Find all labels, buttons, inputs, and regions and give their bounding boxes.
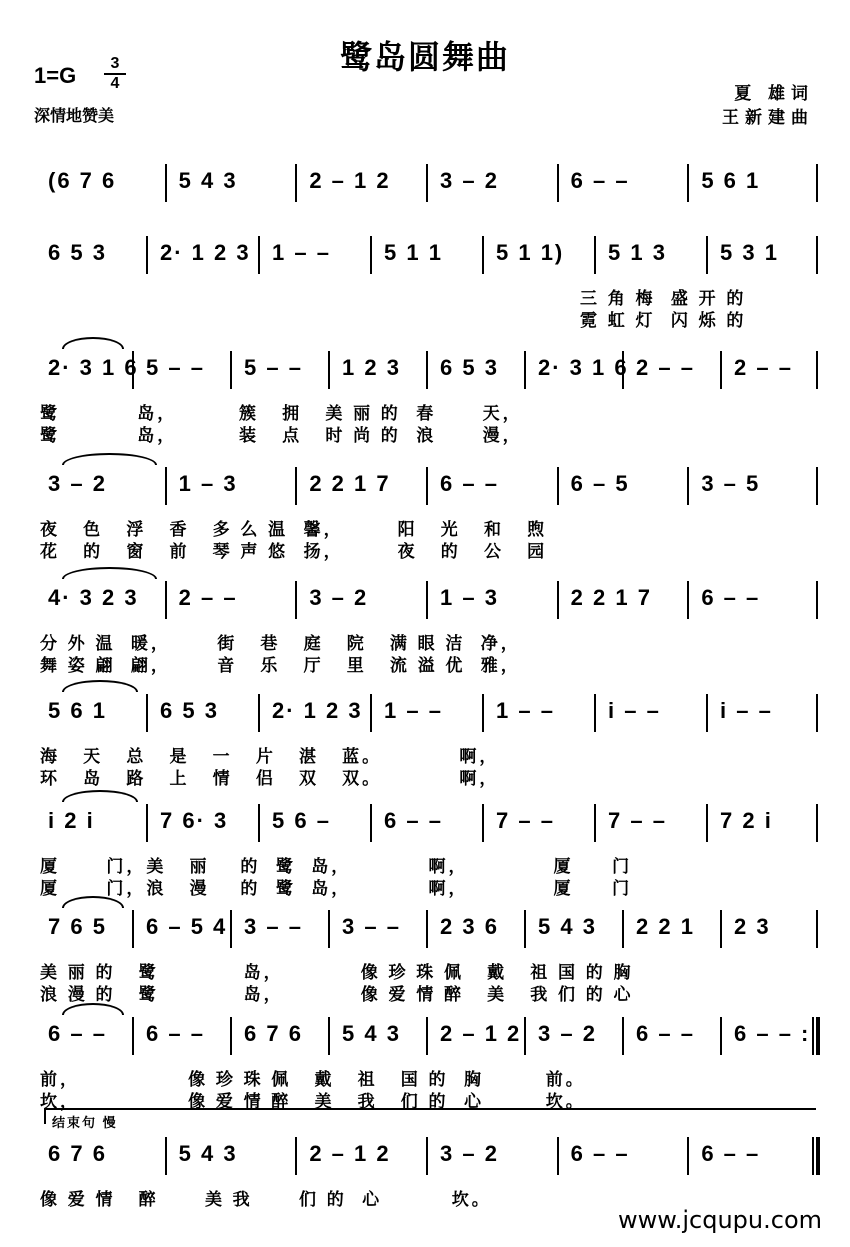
bar-line [328,910,330,948]
lyric-verse-1: 厦 门，美 丽 的 鹭 岛， 啊， 厦 门 [40,857,633,876]
measure: (6 7 6 [48,168,117,193]
bar-line [426,910,428,948]
measure: 6 5 3 [160,698,219,723]
measure: 3 – 2 [48,471,107,496]
measure: 5 6 1 [48,698,107,723]
measure: 5 1 1) [496,240,565,265]
bar-line [557,581,559,619]
bar-line [706,236,708,274]
lyric-verse-2: 花 的 窗 前 琴 声 悠 扬， 夜 的 公 园 [40,542,548,561]
song-title: 鹭岛圆舞曲 [339,39,510,75]
bar-line [720,910,722,948]
measure: 1 – – [272,240,331,265]
bar-line [557,1137,559,1175]
lyric-verse-1: 海 天 总 是 一 片 湛 蓝。 啊， [40,747,500,766]
measure: 2 2 1 7 [309,471,391,496]
bar-line [482,804,484,842]
measure: 1 – 3 [178,471,238,496]
time-denominator: 4 [110,75,120,92]
final-bar [816,1017,820,1055]
bar-line [816,236,818,274]
bar-line [295,164,297,202]
bar-line [426,164,428,202]
bar-line [146,236,148,274]
bar-line [132,1017,134,1055]
bar-line [370,236,372,274]
measure: 3 – 2 [309,585,369,610]
bar-line [295,1137,297,1175]
measure: 1 – 3 [440,585,499,610]
measure: 1 – – [384,698,443,723]
score-line-8 [34,906,818,948]
score-line-4 [34,463,818,505]
measure: 2· 3 1 6 [48,355,139,380]
measure: 2· 1 2 3 [272,698,363,723]
measure: 5 1 3 [608,240,667,265]
measure: i – – [608,698,661,723]
bar-line [720,351,722,389]
bar-line [816,910,818,948]
measure: 2 2 1 [636,914,695,939]
bar-line [482,236,484,274]
bar-line [230,910,232,948]
measure: 2 2 1 7 [570,585,652,610]
measure: 6 – – : [734,1021,811,1046]
bar-line [295,467,297,505]
measure: 6 – – [48,1021,107,1046]
measure: 7 – – [496,808,555,833]
measure: 3 – – [244,914,303,939]
ending-label: 结束句 慢 [52,1115,118,1130]
bar-line [687,467,689,505]
measure: 6 – 5 4 [146,914,228,939]
bar-line [816,694,818,732]
measure: 2 3 [734,914,771,939]
bar-line [230,351,232,389]
bar-line [557,164,559,202]
bar-line [816,804,818,842]
lyric-verse-1: 像 爱 情 醉 美 我 们 的 心 坎。 [40,1190,492,1209]
measure: 4· 3 2 3 [48,585,139,610]
final-bar [816,1137,820,1175]
bar-line [328,1017,330,1055]
measure: 5 4 3 [178,168,238,193]
bar-line [524,351,526,389]
measure: 5 4 3 [342,1021,401,1046]
bar-line [328,351,330,389]
bar-line [524,1017,526,1055]
bar-line [426,1137,428,1175]
measure: 2 – – [178,585,238,610]
measure: 3 – – [342,914,401,939]
time-signature [104,56,126,92]
bar-line [622,351,624,389]
lyric-verse-2: 环 岛 路 上 情 侣 双 双。 啊， [40,769,500,788]
bar-line [165,581,167,619]
measure: 2 3 6 [440,914,499,939]
bar-line [720,1017,722,1055]
measure: 3 – 2 [538,1021,597,1046]
lyric-verse-2: 鹭 岛， 装 点 时 尚 的 浪 漫， [40,426,523,445]
measure: 7 6 5 [48,914,107,939]
lyric-verse-2: 舞 姿 翩 翩， 音 乐 厅 里 流 溢 优 雅， [40,656,521,675]
measure: 6 7 6 [244,1021,303,1046]
slur [62,453,157,465]
lyric-verse-2: 霓 虹 灯 闪 烁 的 [580,311,747,330]
bar-line [706,804,708,842]
ending-bracket [44,1108,816,1124]
measure: 1 – – [496,698,555,723]
bar-line [816,351,818,389]
lyric-verse-1: 分 外 温 暖， 街 巷 庭 院 满 眼 洁 净， [40,634,521,653]
lyricist-credit: 夏 雄词 [734,84,814,103]
measure: 7 6· 3 [160,808,229,833]
bar-line [482,694,484,732]
watermark-url: www.jcqupu.com [618,1206,822,1234]
score-line-3 [34,347,818,389]
measure: 6 5 3 [48,240,107,265]
score-line-9 [34,1013,818,1055]
measure: 6 – 5 [570,471,630,496]
bar-line [622,1017,624,1055]
measure: 2 – 1 2 [309,1141,391,1166]
measure: 6 – – [570,168,630,193]
measure: 2 – 1 2 [309,168,391,193]
measure: 5 4 3 [178,1141,238,1166]
lyric-verse-1: 美 丽 的 鹭 岛， 像 珍 珠 佩 戴 祖 国 的 胸 [40,963,634,982]
composer-credit: 王新建曲 [722,108,814,127]
bar-line [594,804,596,842]
bar-line [706,694,708,732]
slur [62,337,124,349]
measure: 7 2 i [720,808,773,833]
bar-line [594,236,596,274]
measure: 6 – – [636,1021,695,1046]
measure: 2 – – [734,355,793,380]
measure: 5 6 1 [701,168,761,193]
bar-line [812,1137,814,1175]
score-line-1 [34,160,818,202]
bar-line [132,910,134,948]
measure: 5 1 1 [384,240,443,265]
score-line-6 [34,690,818,732]
measure: 6 – – [570,1141,630,1166]
lyric-verse-1: 夜 色 浮 香 多 么 温 馨， 阳 光 和 煦 [40,520,548,539]
bar-line [524,910,526,948]
bar-line [594,694,596,732]
bar-line [370,694,372,732]
measure: 5 6 – [272,808,331,833]
lyric-verse-2: 厦 门，浪 漫 的 鹭 岛， 啊， 厦 门 [40,879,633,898]
measure: 2· 1 2 3 [160,240,251,265]
lyric-verse-1: 三 角 梅 盛 开 的 [580,289,747,308]
bar-line [165,164,167,202]
slur [62,790,138,802]
bar-line [146,694,148,732]
measure: 3 – 5 [701,471,761,496]
bar-line [816,581,818,619]
bar-line [687,581,689,619]
measure: 7 – – [608,808,667,833]
bar-line [816,467,818,505]
measure: i 2 i [48,808,95,833]
bar-line [165,467,167,505]
measure: 6 – – [384,808,443,833]
bar-line [426,351,428,389]
measure: 2 – 1 2 [440,1021,522,1046]
measure: 6 – – [701,1141,761,1166]
bar-line [816,164,818,202]
measure: 2· 3 1 6 [538,355,629,380]
slur [62,567,157,579]
measure: 3 – 2 [440,1141,499,1166]
score-line-10 [34,1133,818,1175]
lyric-verse-1: 鹭 岛， 簇 拥 美 丽 的 春 天， [40,404,523,423]
bar-line [258,694,260,732]
lyric-verse-1: 前， 像 珍 珠 佩 戴 祖 国 的 胸 前。 [40,1070,586,1089]
bar-line [258,236,260,274]
tempo-marking: 深情地赞美 [34,108,115,125]
measure: 1 2 3 [342,355,401,380]
bar-line [295,581,297,619]
bar-line [622,910,624,948]
bar-line [426,467,428,505]
measure: 5 3 1 [720,240,779,265]
bar-line [687,164,689,202]
bar-line [258,804,260,842]
measure: 6 7 6 [48,1141,107,1166]
lyric-verse-2: 浪 漫 的 鹭 岛， 像 爱 情 醉 美 我 们 的 心 [40,985,634,1004]
measure: i – – [720,698,773,723]
bar-line [165,1137,167,1175]
measure: 5 4 3 [538,914,597,939]
score-line-2 [34,232,818,274]
measure: 6 5 3 [440,355,499,380]
measure: 3 – 2 [440,168,499,193]
bar-line [132,351,134,389]
score-line-7 [34,800,818,842]
measure: 6 – – [146,1021,205,1046]
bar-line [370,804,372,842]
measure: 2 – – [636,355,695,380]
time-numerator: 3 [110,55,120,72]
measure: 5 – – [146,355,205,380]
bar-line [426,1017,428,1055]
key-signature: 1=G [34,63,77,88]
measure: 6 – – [440,471,499,496]
bar-line [146,804,148,842]
score-line-5 [34,577,818,619]
bar-line [230,1017,232,1055]
measure: 5 – – [244,355,303,380]
bar-line [557,467,559,505]
bar-line [426,581,428,619]
measure: 6 – – [701,585,761,610]
lyric-verse-2: 坎， 像 爱 情 醉 美 我 们 的 心 坎。 [40,1092,586,1111]
slur [62,680,138,692]
bar-line [687,1137,689,1175]
bar-line [812,1017,814,1055]
